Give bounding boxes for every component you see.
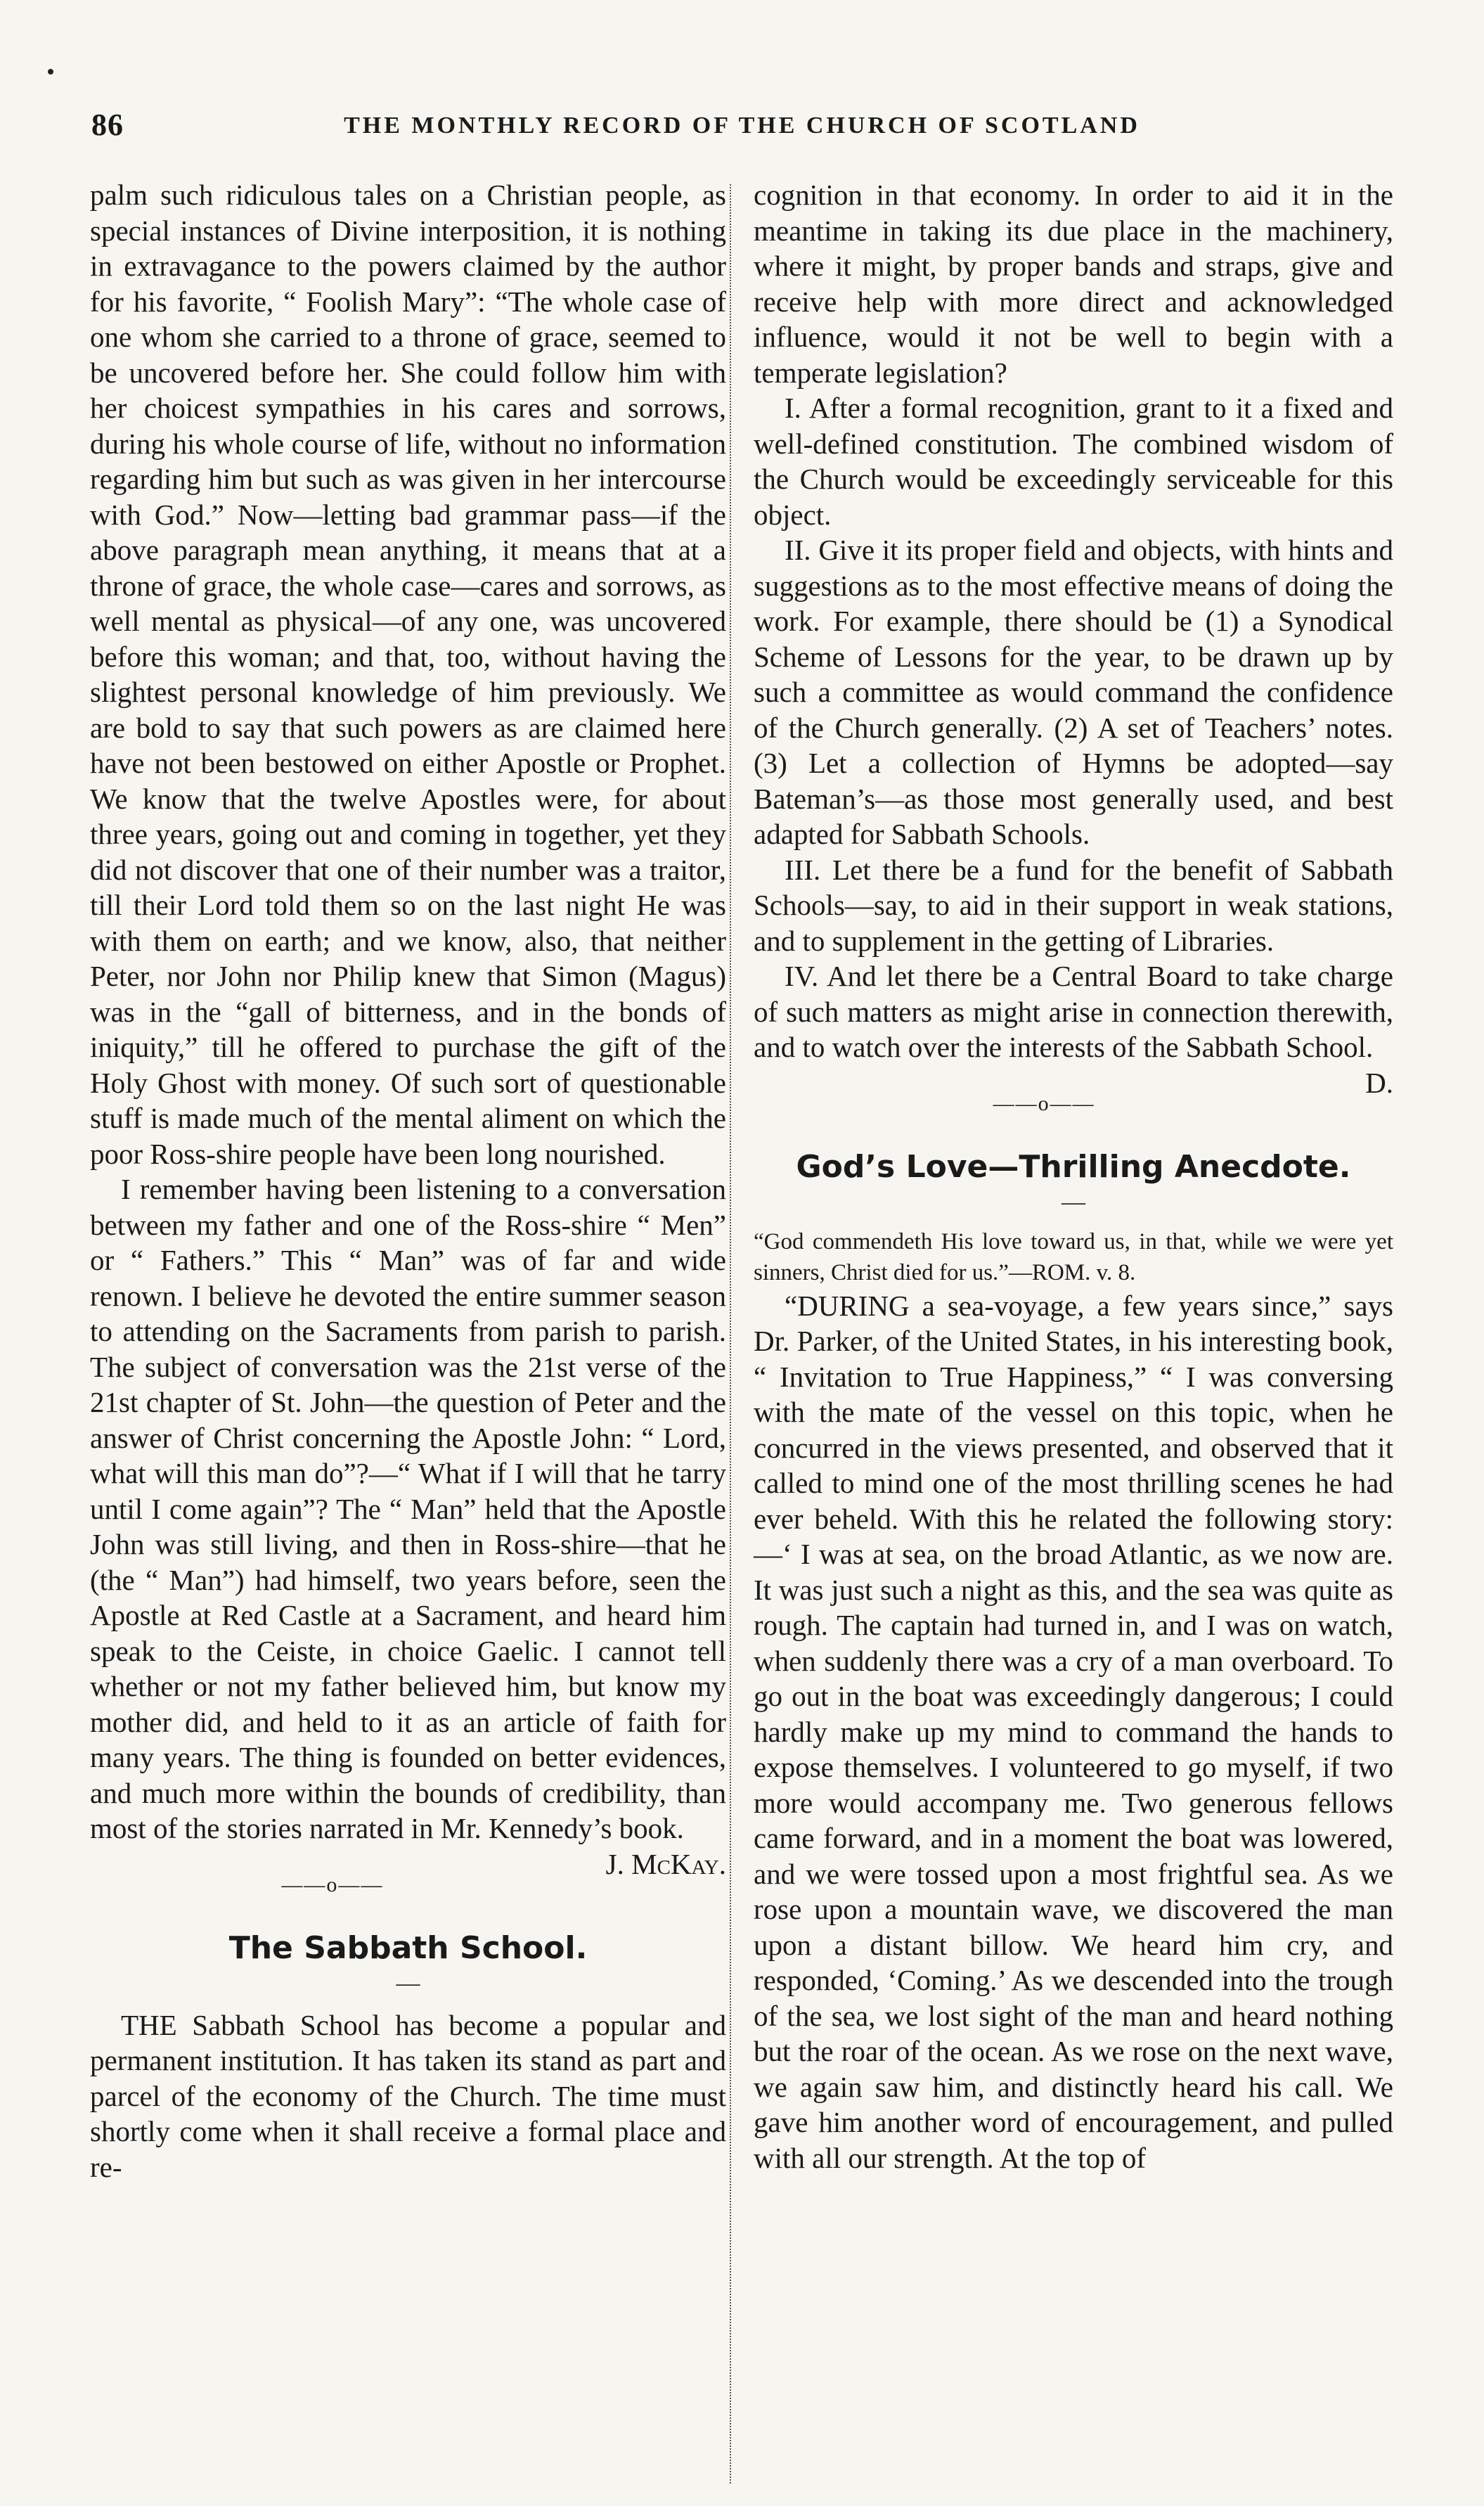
signature: J. McKay. [605,1847,726,1880]
section-separator: ——o—— [993,1091,1095,1115]
paragraph: palm such ridiculous tales on a Christian people, as special instances of Divine interposition, it is nothing in extravagance to the powers claimed by the author for his favorite, “ Foolish Mary”: “The whole case of one whom she carried to a throne of grace, seemed to be uncovered before her. She could follow him with her choicest sympathies in his cares and sorrows, during his whole course of life, without no information regarding him but such as was given in her intercourse with God.” Now—letting bad grammar pass—if the above paragraph mean anything, it means that at a throne of grace, the whole case—cares and sorrows, as well mental as physical—of any one, was uncovered before this woman; and that, too, without having the slightest personal knowledge of him previously. We are bold to say that such powers as are claimed here have not been bestowed on either Apostle or Prophet. We know that the twelve Apostles were, for about three years, going out and coming in together, yet they did not discover that one of their number was a traitor, till their Lord told them so on the last night He was with them on earth; and we know, also, that neither Peter, nor John nor Philip knew that Simon (Magus) was in the “gall of bitterness, and in the bonds of iniquity,” till he offered to purchase the gift of the Holy Ghost with money. Of such sort of questionable stuff is made much of the mental aliment on which the poor Ross-shire people have been long nourished. [90,179,726,1170]
epigraph: “God commendeth His love toward us, in that, while we were yet sinners, Christ died for us.”—ROM. v. 8. [754,1228,1393,1285]
paragraph: “DURING a sea-voyage, a few years since,” says Dr. Parker, of the United States, in his interesting book, “ Invitation to True Happiness,” “ I was conversing with the mate of the vessel on this topic, when he concurred in the views presented, and observed that it called to mind one of the most thrilling scenes he had ever beheld. With this he related the following story:—‘ I was at sea, on the broad Atlantic, as we now are. It was just such a night as this, and the sea was quite as rough. The captain had turned in, and I was on watch, when suddenly there was a cry of a man overboard. To go out in the boat was exceedingly dangerous; I could hardly make up my mind to command the hands to expose themselves. I volunteered to go myself, if two more would accompany me. Two generous fellows came forward, and in a moment the boat was lowered, and we were tossed upon a most frightful sea. As we rose upon a mountain wave, we discovered the man upon a distant billow. We heard him cry, and responded, ‘Coming.’ As we descended into the trough of the sea, we lost sight of the man and heard nothing but the roar of the ocean. As we rose on the next wave, we again saw him, and distinctly heard his call. We gave him another word of encouragement, and pulled with all our strength. At the top of [754,1289,1393,2174]
section-heading: The Sabbath School. [228,1930,588,1966]
paragraph-text: I remember having been listening to a conversation between my father and one of the Ross-shire “ Men” or “ Fathers.” This “ Man” was of far and wide renown. I believe he devoted the entire summer season to attending on the Sacraments from parish to parish. The subject of conversation was the 21st verse of the 21st chapter of St. John—the question of Peter and the answer of Christ concerning the Apostle John: “ Lord, what will this man do”?—“ What if I will that he tarry until I come again”? The “ Man” held that the Apostle John was still living, and then in Ross-shire—that he (the “ Man”) had himself, two years before, seen the Apostle at Red Castle at a Sacrament, and heard him speak to the Ceiste, in choice Gaelic. I cannot tell whether or not my father believed him, but know my mother did, and held to it as an article of faith for many years. The thing is founded on better evidences, and much more within the bounds of credibility, than most of the stories narrated in Mr. Kennedy’s book. [90,1173,726,1844]
section-separator: ——o—— [281,1872,384,1896]
paragraph [90,1171,726,1880]
paragraph: I. After a formal recognition, grant to it a fixed and well-defined constitution. The combined wisdom of the Church would be exceedingly serviceable for this object. [754,392,1393,531]
paragraph: II. Give it its proper field and objects, with hints and suggestions as to the most effective means of doing the work. For example, there should be (1) a Synodical Scheme of Lessons for the year, to be drawn up by such a committee as would command the confidence of the Church generally. (2) A set of Teachers’ notes. (3) Let a collection of Hymns be adopted—say Bateman’s—as those most generally used, and best adapted for Sabbath Schools. [754,534,1393,850]
section-heading: God’s Love—Thrilling Anecdote. [796,1149,1351,1185]
page-number: 86 [91,108,124,142]
paragraph-text: IV. And let there be a Central Board to take charge of such matters as might arise in connection therewith, and to watch over the interests of the Sabbath School. [754,960,1393,1063]
heading-dash: — [1062,1188,1085,1215]
paragraph: cognition in that economy. In order to aid it in the meantime in taking its due place in the machinery, where it might, by proper bands and straps, give and receive help with more direct and acknowledged influence, would it not be well to begin with a temperate legislation? [754,179,1393,389]
running-head: THE MONTHLY RECORD OF THE CHURCH OF SCOTLAND [344,113,1140,139]
heading-dash: — [396,1970,420,1996]
print-speck [48,69,53,75]
column-divider [730,184,731,2483]
paragraph: THE Sabbath School has become a popular and permanent institution. It has taken its stand as part and parcel of the economy of the Church. The time must shortly come when it shall receive a formal place and re- [90,2008,726,2183]
paragraph [754,958,1393,1099]
paragraph: III. Let there be a fund for the benefit of Sabbath Schools—say, to aid in their support in weak stations, and to supplement in the getting of Libraries. [754,853,1393,957]
signature: D. [1365,1066,1393,1099]
right-column [754,177,1393,2176]
left-column [90,177,726,2185]
